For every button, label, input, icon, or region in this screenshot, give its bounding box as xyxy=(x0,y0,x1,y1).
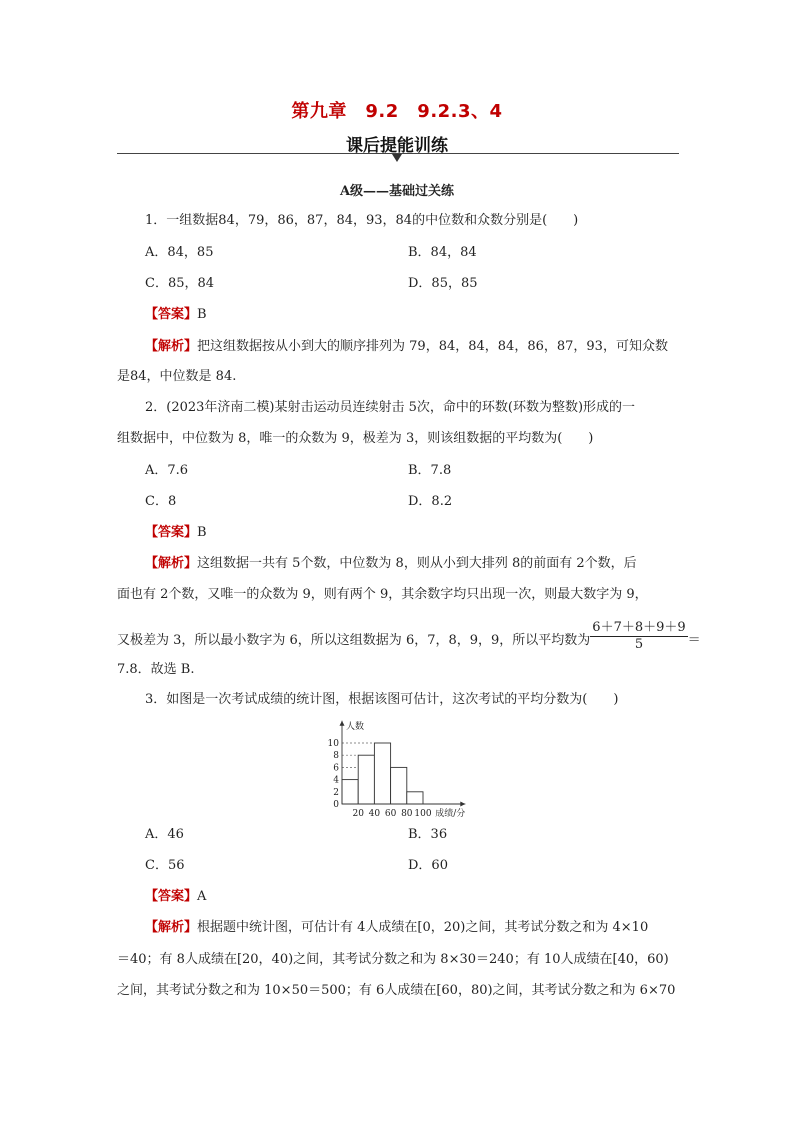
x-tick-label: 40 xyxy=(368,809,381,819)
fraction-denominator: 5 xyxy=(634,637,644,652)
mean-fraction xyxy=(590,620,687,653)
q3-analysis-line-1 xyxy=(145,918,648,938)
q1-analysis-line-1 xyxy=(145,337,668,357)
q2-option-c: C．8 xyxy=(145,494,177,509)
x-axis-arrow-icon xyxy=(460,802,465,807)
q3-answer xyxy=(145,887,206,907)
y-tick-label: 8 xyxy=(333,751,339,762)
histogram-bar xyxy=(342,780,358,804)
page-subtitle: 课后提能训练 xyxy=(346,136,448,156)
q2-analysis-line-3 xyxy=(117,620,701,657)
x-tick-label: 20 xyxy=(352,809,364,819)
q3-stem: 3．如图是一次考试成绩的统计图，根据该图可估计，这次考试的平均分数为( ) xyxy=(145,692,619,707)
analysis-text: 把这组数据按从小到大的顺序排列为 79，84，84，84，86，87，93，可知众数 xyxy=(197,339,668,354)
triangle-marker-icon xyxy=(392,154,402,162)
analysis-tag: 【解析】 xyxy=(145,556,198,571)
q1-option-a: A．84，85 xyxy=(145,245,214,260)
q3-option-b: B．36 xyxy=(408,827,448,842)
analysis-text: 根据题中统计图，可估计有 4人成绩在[0，20)之间，其考试分数之和为 4×10 xyxy=(197,920,649,935)
q2-stem-line-1: 2．(2023年济南二模)某射击运动员连续射击 5次，命中的环数(环数为整数)形成的一 xyxy=(145,400,636,415)
q2-analysis-line-2: 面也有 2个数，又唯一的众数为 9，则有两个 9，其余数字均只出现一次，则最大数字为 9， xyxy=(117,587,648,602)
x-tick-label: 80 xyxy=(401,809,413,819)
q1-answer xyxy=(145,305,207,325)
equals-sign: ＝ xyxy=(687,633,701,648)
x-axis-label: 成绩/分 xyxy=(435,809,466,819)
answer-tag: 【答案】 xyxy=(145,307,198,322)
score-histogram xyxy=(322,712,498,820)
analysis-text: 这组数据一共有 5个数，中位数为 8，则从小到大排列 8的前面有 2个数，后 xyxy=(197,556,637,571)
level-heading: A级——基础过关练 xyxy=(339,184,455,199)
fraction-numerator: 6＋7＋8＋9＋9 xyxy=(592,620,686,635)
answer-value: A xyxy=(197,889,207,904)
histogram-bar xyxy=(358,755,374,804)
y-axis-label: 人数 xyxy=(346,721,365,732)
histogram-bar xyxy=(391,767,407,804)
x-tick-label: 100 xyxy=(414,809,432,819)
answer-tag: 【答案】 xyxy=(145,525,198,540)
histogram-bar xyxy=(407,792,423,804)
answer-value: B xyxy=(197,307,207,322)
q3-option-d: D．60 xyxy=(408,858,448,873)
y-tick-label: 4 xyxy=(333,775,339,786)
y-tick-label: 2 xyxy=(333,787,339,798)
analysis-tag: 【解析】 xyxy=(145,339,198,354)
q1-option-d: D．85，85 xyxy=(408,276,478,291)
q1-analysis-line-2: 是84，中位数是 84. xyxy=(117,369,237,384)
q3-option-c: C．56 xyxy=(145,858,185,873)
x-tick-label: 60 xyxy=(384,809,397,819)
q1-option-c: C．85，84 xyxy=(145,276,215,291)
q2-analysis-line-4: 7.8．故选 B. xyxy=(117,662,195,677)
q2-option-d: D．8.2 xyxy=(408,494,453,509)
y-axis-arrow-icon xyxy=(340,721,345,726)
chapter-title: 第九章 9.2 9.2.3、4 xyxy=(291,101,503,122)
q1-stem: 1．一组数据84，79，86，87，84，93，84的中位数和众数分别是( ) xyxy=(145,213,579,228)
q2-option-a: A．7.6 xyxy=(145,463,189,478)
y-tick-label: 10 xyxy=(327,739,339,749)
q3-analysis-line-2: ＝40；有 8人成绩在[20，40)之间，其考试分数之和为 8×30＝240；有 10人成绩在[40，60) xyxy=(117,952,669,967)
analysis-tag: 【解析】 xyxy=(145,920,198,935)
y-tick-label: 0 xyxy=(333,800,339,810)
q2-answer xyxy=(145,523,207,543)
q2-analysis-line-1 xyxy=(145,554,637,574)
analysis-text: 又极差为 3，所以最小数字为 6，所以这组数据为 6，7，8，9，9，所以平均数为 xyxy=(117,633,591,648)
q1-option-b: B．84，84 xyxy=(408,245,477,260)
q2-option-b: B．7.8 xyxy=(408,463,452,478)
y-tick-label: 6 xyxy=(333,763,339,774)
histogram-bar xyxy=(374,743,390,804)
answer-value: B xyxy=(197,525,207,540)
q3-option-a: A．46 xyxy=(145,827,184,842)
answer-tag: 【答案】 xyxy=(145,889,198,904)
q3-analysis-line-3: 之间，其考试分数之和为 10×50＝500；有 6人成绩在[60，80)之间，其考试分数之和为 6×70 xyxy=(117,983,676,998)
q2-stem-line-2: 组数据中，中位数为 8，唯一的众数为 9，极差为 3，则该组数据的平均数为( ) xyxy=(117,431,594,446)
